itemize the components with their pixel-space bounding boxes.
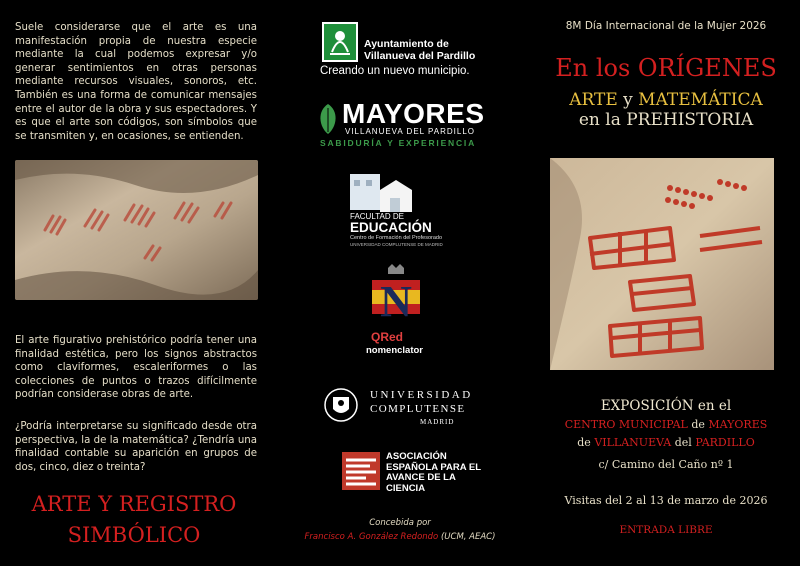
section-title-line2: SIMBÓLICO <box>67 523 201 547</box>
main-title: En los ORÍGENES <box>555 54 777 82</box>
aeac-logo <box>268 450 532 495</box>
cave-painting-signs-image <box>550 158 774 370</box>
figurative-art-paragraph: El arte figurativo prehistórico podría tener una finalidad estética, pero los signos abstractos como claviformes, escaleriformes o las colecciones de puntos o trazos difícilmente podrían considerase obras de arte. <box>15 335 257 401</box>
mayores-logo <box>268 100 532 150</box>
section-title-line1: ARTE Y REGISTRO <box>31 492 237 516</box>
mayores-subtitle: VILLANUEVA DEL PARDILLO <box>345 127 476 136</box>
autor-credit <box>268 532 532 542</box>
right-panel <box>532 0 800 566</box>
visit-dates: Visitas del 2 al 13 de marzo de 2026 <box>564 494 768 507</box>
qred-logo <box>268 262 532 362</box>
ayuntamiento-logo <box>268 20 532 82</box>
ucm-crest-icon <box>323 385 359 425</box>
facultad-line4: UNIVERSIDAD COMPLUTENSE DE MADRID <box>350 242 443 247</box>
subtitle-line1: ARTE y MATEMÁTICA <box>569 90 763 110</box>
ucm-line1: UNIVERSIDAD <box>370 389 473 401</box>
ayuntamiento-name: Ayuntamiento de Villanueva del Pardillo <box>364 38 476 62</box>
crown-n-emblem-icon <box>366 262 426 332</box>
middle-panel <box>268 0 532 566</box>
autor-affiliation: (UCM, AEAC) <box>438 532 496 542</box>
event-date-header: 8M Día Internacional de la Mujer 2026 <box>565 20 767 32</box>
svg-text:N: N <box>380 277 412 326</box>
ucm-logo <box>268 385 532 435</box>
mayores-slogan: SABIDURÍA Y EXPERIENCIA <box>320 138 477 148</box>
mayores-title: MAYORES <box>342 98 485 129</box>
intro-paragraph: Suele considerarse que el arte es una manifestación propia de nuestra especie mediante la cual podemos expresar y/o generar sentimientos en otras personas mediante recursos visuales, sonoros, etc. También es una forma de comunicar mensajes entre el autor de la obra y sus espectadores. Y es que el arte son códigos, son símbolos que se transmiten y, en ocasiones, se entienden. <box>15 22 257 142</box>
aeac-name: ASOCIACIÓN ESPAÑOLA PARA EL AVANCE DE LA CIENCIA <box>386 451 482 494</box>
exposicion-heading: EXPOSICIÓN en el <box>600 398 732 414</box>
ucm-line2: COMPLUTENSE <box>370 403 466 415</box>
facultad-line2: EDUCACIÓN <box>350 220 432 235</box>
ayuntamiento-motto: Creando un nuevo municipio. <box>320 65 470 77</box>
left-panel <box>0 0 268 566</box>
qred-name: QRed <box>371 330 404 344</box>
free-entry-label: ENTRADA LIBRE <box>619 524 713 536</box>
venue-line1: CENTRO MUNICIPAL de MAYORES <box>564 418 768 431</box>
facultad-educacion-logo <box>268 172 532 262</box>
ayuntamiento-seal-icon <box>322 22 358 62</box>
concebida-label: Concebida por <box>369 518 431 528</box>
facultad-line1: FACULTAD DE <box>350 212 404 221</box>
autor-name: Francisco A. González Redondo <box>304 532 439 542</box>
facultad-line3: Centro de Formación del Profesorado <box>350 235 443 241</box>
venue-line2: de VILLANUEVA del PARDILLO <box>577 436 755 449</box>
venue-address: c/ Camino del Caño nº 1 <box>598 458 734 471</box>
ucm-line3: MADRID <box>420 418 455 426</box>
aeac-emblem-icon <box>342 452 380 490</box>
leaf-icon <box>318 102 338 136</box>
cave-painting-hands-image <box>15 160 258 300</box>
subtitle-line2: en la PREHISTORIA <box>578 110 754 130</box>
question-paragraph: ¿Podría interpretarse su significado desde otra perspectiva, la de la matemática? ¿Tendría una finalidad contable su aparición en grupos de dos, cinco, diez o treinta? <box>15 421 257 473</box>
qred-subtitle: nomenclator <box>366 345 424 356</box>
